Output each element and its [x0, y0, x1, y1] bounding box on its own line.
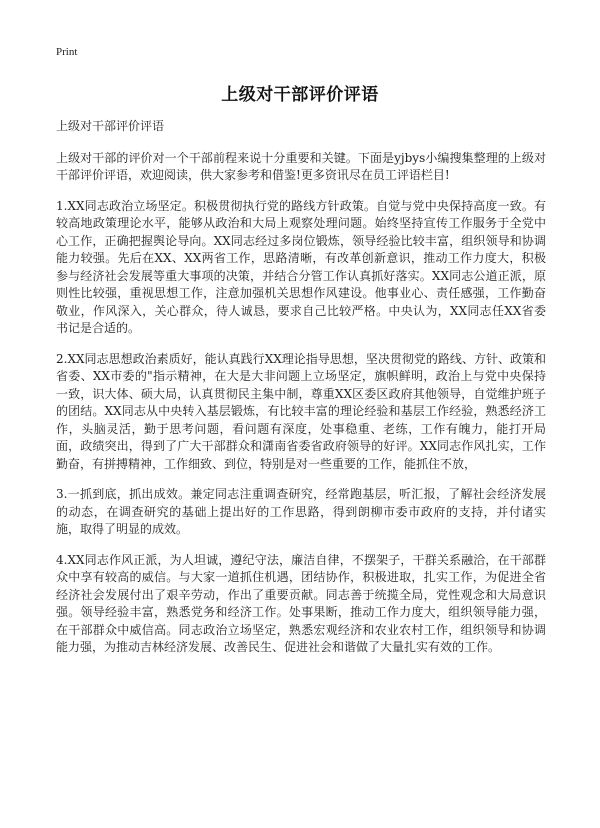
paragraph-1: 1.XX同志政治立场坚定。积极贯彻执行党的路线方针政策。自觉与党中央保持高度一致。有较高地政策理论水平，能够从政治和大局上观察处理问题。始终坚持宣传工作服务于全党中心工作，正确把握舆论导向。XX同志经过多岗位锻炼，领导经验比较丰富，组织领导和协调能力较强。先后在XX、XX两省工作，思路清晰，有改革创新意识，推动工作力度大，积极参与经济社会发展等重大事项的决策，并结合分管工作认真抓好落实。XX同志公道正派，原则性比较强，重视思想工作，注意加强机关思想作风建设。他事业心、责任感强，工作勤奋敬业，作风深入，关心群众，待人诚恳，要求自己比较严格。中央认为，XX同志任XX省委书记是合适的。 [56, 198, 546, 335]
page-title: 上级对干部评价评语 [221, 85, 379, 105]
article-body [56, 118, 546, 670]
paragraph-2: 2.XX同志思想政治素质好，能认真践行XX理论指导思想，坚决贯彻党的路线、方针、政策和省委、XX市委的"指示精神，在大是大非问题上立场坚定，旗帜鲜明，政治上与党中央保持一致，识大体、硕大局，认真贯彻民主集中制，尊重XX区委区政府其他领导，自觉维护班子的团结。XX同志从中央转入基层锻炼，有比较丰富的理论经验和基层工作经验，熟悉经济工作，头脑灵活，勤于思考问题，看问题有深度，处事稳重、老练，工作有魄力，能打开局面，政绩突出，得到了广大干部群众和潇南省委省政府领导的好评。XX同志作风扎实，工作勤奋，有拼搏精神，工作细致、到位，特别是对一些重要的工作，能抓住不放， [56, 351, 546, 471]
article-subtitle: 上级对干部评价评语 [56, 119, 165, 133]
print-link[interactable]: Print [56, 46, 78, 58]
paragraph-3: 3.一抓到底，抓出成效。兼定同志注重调查研究，经常跑基层，听汇报，了解社会经济发展的动态，在调查研究的基础上提出好的工作思路，得到朗柳市委市政府的支持，并付诸实施，取得了明显的成效。 [56, 487, 546, 536]
intro-paragraph: 上级对干部的评价对一个干部前程来说十分重要和关键。下面是yjbys小编搜集整理的上级对干部评价评语，欢迎阅读，供大家参考和借鉴!更多资讯尽在员工评语栏目! [56, 150, 546, 182]
paragraph-4: 4.XX同志作风正派，为人坦诚，遵纪守法，廉洁自律，不摆架子，干群关系融洽，在干部群众中享有较高的威信。与大家一道抓住机遇，团结协作，积极进取，扎实工作，为促进全省经济社会发展付出了艰辛劳动，作出了重要贡献。同志善于统揽全局，党性观念和大局意识强。领导经验丰富，熟悉党务和经济工作。处事果断，推动工作力度大，组织领导能力强，在干部群众中威信高。同志政治立场坚定，熟悉宏观经济和农业农村工作，组织领导和协调能力强，为推动吉林经济发展、改善民生、促进社会和谐做了大量扎实有效的工作。 [56, 552, 546, 654]
